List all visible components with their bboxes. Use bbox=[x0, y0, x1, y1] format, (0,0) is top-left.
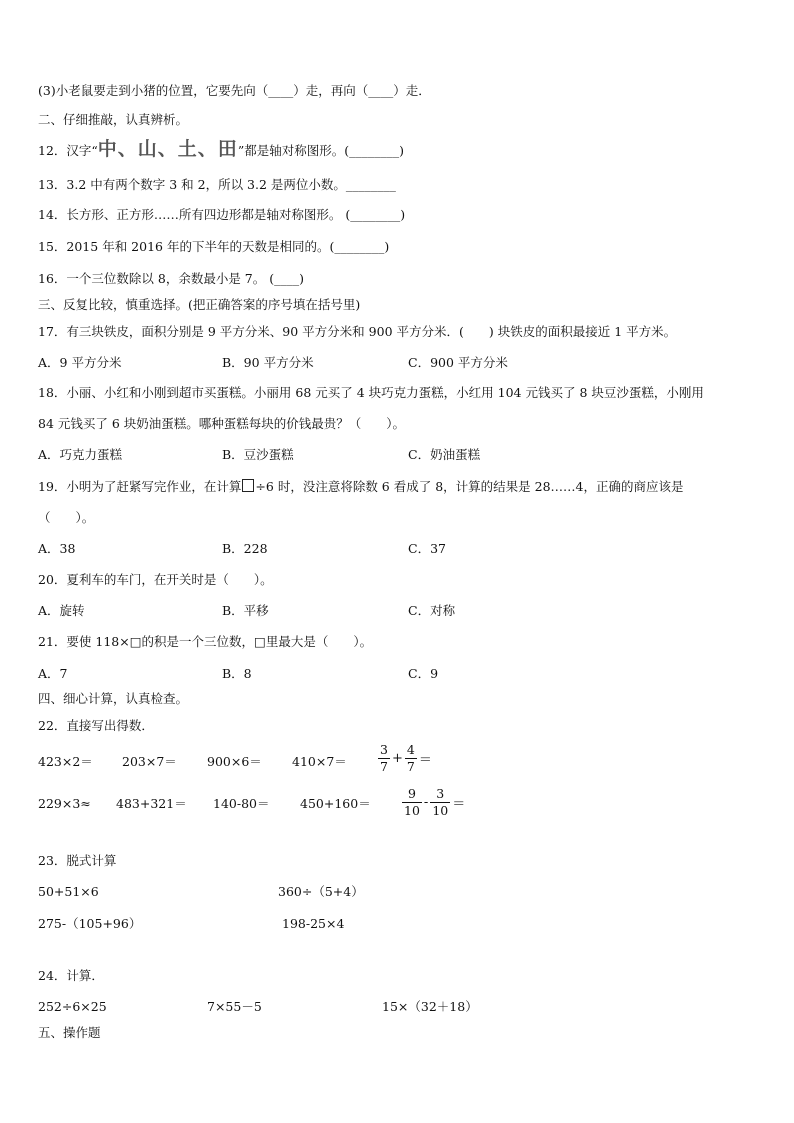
q21-option-c: C．9 bbox=[408, 666, 439, 681]
q22-item: 203×7＝ bbox=[122, 754, 177, 769]
question-22-title: 22．直接写出得数． bbox=[38, 718, 154, 733]
q22-item: 229×3≈ bbox=[38, 796, 91, 811]
q22-item: 410×7＝ bbox=[292, 754, 347, 769]
q12-pre: 12．汉字“ bbox=[38, 143, 98, 158]
q18-option-a: A．巧克力蛋糕 bbox=[38, 447, 123, 462]
question-19-stem-1 bbox=[38, 478, 683, 496]
section-4-heading: 四、细心计算，认真检查。 bbox=[38, 691, 189, 706]
q21-option-a: A．7 bbox=[38, 666, 68, 681]
q19-option-a: A．38 bbox=[38, 541, 76, 556]
q12-post: ”都是轴对称图形。(________) bbox=[237, 143, 404, 158]
section-3-heading: 三、反复比较，慎重选择。(把正确答案的序号填在括号里) bbox=[38, 297, 361, 312]
q18-option-b: B．豆沙蛋糕 bbox=[222, 447, 294, 462]
question-14: 14．长方形、正方形……所有四边形都是轴对称图形。 (________) bbox=[38, 207, 406, 222]
question-19-stem-2: （ ）。 bbox=[38, 510, 95, 525]
q19-stem1-pre: 19．小明为了赶紧写完作业，在计算 bbox=[38, 479, 242, 494]
q20-option-a: A．旋转 bbox=[38, 603, 85, 618]
question-17-stem: 17．有三块铁皮，面积分别是 9 平方分米、90 平方分米和 900 平方分米．( ) 块铁皮的面积最接近 1 平方米。 bbox=[38, 324, 677, 339]
q19-option-c: C．37 bbox=[408, 541, 446, 556]
question-16: 16．一个三位数除以 8，余数最小是 7。 (____) bbox=[38, 271, 304, 286]
q3-line: (3)小老鼠要走到小猪的位置，它要先向（____）走，再向（____）走． bbox=[38, 83, 431, 98]
q23-item: 50+51×6 bbox=[38, 884, 99, 899]
q19-option-b: B．228 bbox=[222, 541, 268, 556]
q22-item: 900×6＝ bbox=[207, 754, 262, 769]
q22-item: 423×2＝ bbox=[38, 754, 93, 769]
q18-option-c: C．奶油蛋糕 bbox=[408, 447, 481, 462]
q24-item: 7×55－5 bbox=[207, 999, 262, 1014]
q24-item: 252÷6×25 bbox=[38, 999, 107, 1014]
question-18-stem-2: 84 元钱买了 6 块奶油蛋糕。哪种蛋糕每块的价钱最贵？（ ）。 bbox=[38, 416, 406, 431]
q17-option-b: B．90 平方分米 bbox=[222, 355, 314, 370]
q23-item: 275-（105+96） bbox=[38, 916, 142, 931]
q20-option-c: C．对称 bbox=[408, 603, 456, 618]
q23-item: 198-25×4 bbox=[282, 916, 345, 931]
q23-item: 360÷（5+4） bbox=[278, 884, 364, 899]
q22-fraction-difference: 9 10 - 3 10 ＝ bbox=[404, 786, 466, 818]
question-24-title: 24．计算． bbox=[38, 968, 104, 983]
q22-item: 140-80＝ bbox=[213, 796, 270, 811]
question-20-stem: 20．夏利车的车门，在开关时是（ ）。 bbox=[38, 572, 273, 587]
q12-chars: 中、山、土、田 bbox=[97, 138, 238, 160]
question-12 bbox=[38, 140, 404, 160]
q17-option-c: C．900 平方分米 bbox=[408, 355, 508, 370]
section-2-heading: 二、仔细推敲，认真辨析。 bbox=[38, 112, 189, 127]
section-5-heading: 五、操作题 bbox=[38, 1025, 101, 1040]
q22-fraction-sum: 3 7 + 4 7 ＝ bbox=[380, 742, 432, 774]
q20-option-b: B．平移 bbox=[222, 603, 269, 618]
q24-item: 15×（32＋18） bbox=[382, 999, 478, 1014]
q22-item: 450+160＝ bbox=[300, 796, 371, 811]
question-21-stem: 21．要使 118×□的积是一个三位数，□里最大是（ ）。 bbox=[38, 634, 373, 649]
q21-option-b: B．8 bbox=[222, 666, 252, 681]
q17-option-a: A．9 平方分米 bbox=[38, 355, 122, 370]
question-23-title: 23．脱式计算 bbox=[38, 853, 117, 868]
q19-stem1-post: ÷6 时，没注意将除数 6 看成了 8，计算的结果是 28……4，正确的商应该是 bbox=[255, 479, 684, 494]
question-15: 15．2015 年和 2016 年的下半年的天数是相同的。(________) bbox=[38, 239, 390, 254]
question-13: 13．3.2 中有两个数字 3 和 2，所以 3.2 是两位小数。________ bbox=[38, 177, 396, 192]
question-18-stem-1: 18．小丽、小红和小刚到超市买蛋糕。小丽用 68 元买了 4 块巧克力蛋糕，小红用 104 元钱买了 8 块豆沙蛋糕，小刚用 bbox=[38, 385, 704, 400]
q22-item: 483+321＝ bbox=[116, 796, 187, 811]
blank-square-icon bbox=[242, 479, 254, 492]
